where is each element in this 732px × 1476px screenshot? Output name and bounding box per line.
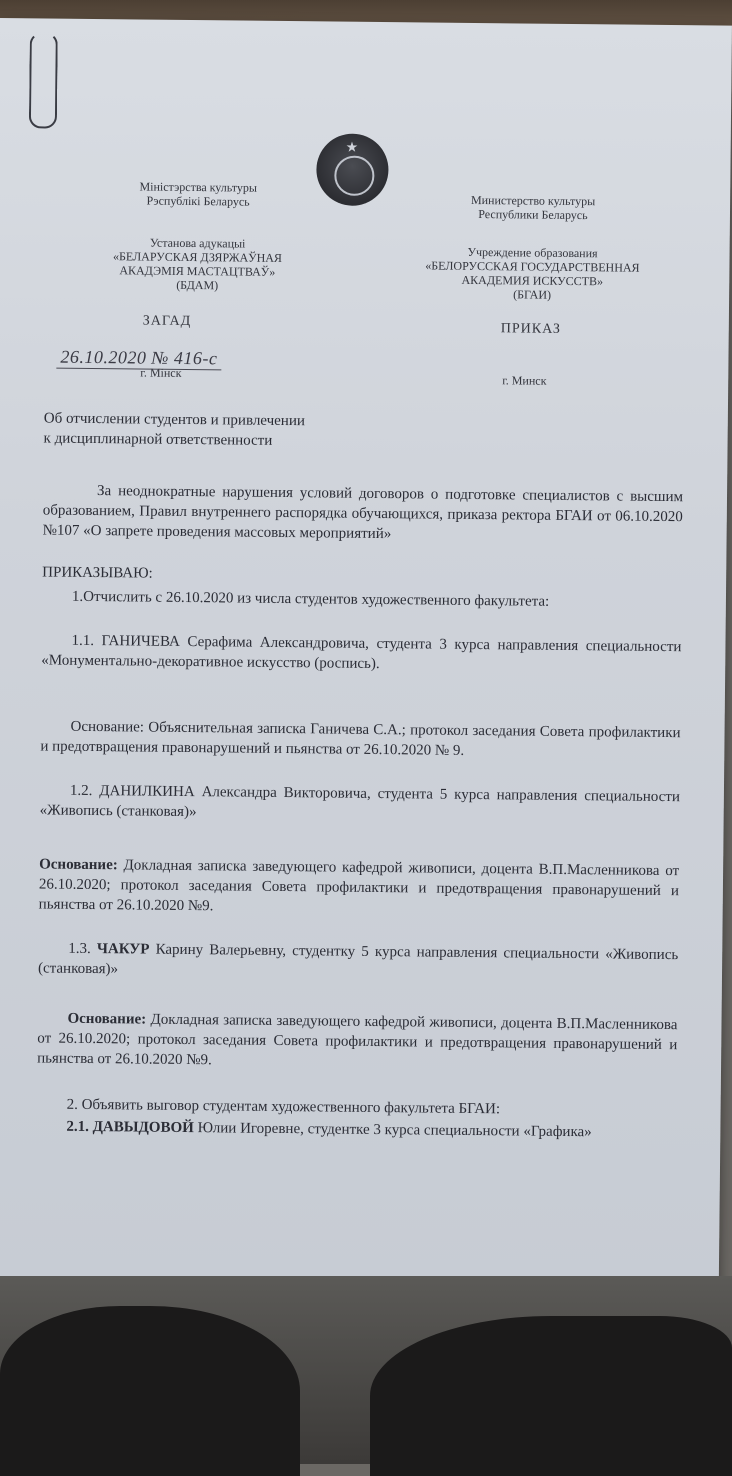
handwritten-date-number: 26.10.2020 № 416-с [56, 347, 221, 371]
preamble-text: За неоднократные нарушения условий договоров о подготовке специалистов с высшим образованием, Правил внутреннего распорядка обучающихся, приказа ректора БГАИ от 06.10.2020 №107 «О запрете проведения массовых мероприятий» [42, 483, 684, 543]
basis-2-text: Докладная записка заведующего кафедрой живописи, доцента В.П.Масленникова от 26.10.2020; протокол заседания Совета профилактики и предотвращения правонарушений и пьянства от 26.10.2020 №9. [38, 857, 680, 915]
item-2-1-surname: ДАВЫДОВОЙ [92, 1119, 194, 1137]
item-2-1 [36, 1116, 676, 1143]
ministry-by: Міністэрства культуры Рэспублікі Беларусь [139, 179, 258, 209]
item-2-1-number: 2.1. [66, 1118, 89, 1135]
item-1-2-surname: ДАНИЛКИНА [99, 783, 195, 801]
basis-2 [39, 854, 680, 921]
item-1: 1.Отчислить с 26.10.2020 из числа студентов художественного факультета: [71, 588, 550, 610]
belarus-emblem-icon: ★ [316, 133, 389, 206]
dark-object-left [0, 1306, 300, 1476]
basis-3-text: Докладная записка заведующего кафедрой живописи, доцента В.П.Масленникова от 26.10.2020; протокол заседания Совета профилактики и предотвращения правонарушений и пьянства от 26.10.2020 №9. [37, 1011, 678, 1069]
doc-type-by: ЗАГАД [142, 313, 192, 330]
item-1-1-details: Серафима Александровича, студента 3 курса направления специальности «Монументально-декоративное искусство (роспись). [41, 633, 682, 673]
item-1-2 [40, 780, 680, 827]
basis-3 [37, 1008, 678, 1075]
background-surface [0, 1276, 732, 1464]
institution-ru: Учреждение образования «БЕЛОРУССКАЯ ГОСУДАРСТВЕННАЯ АКАДЕМИЯ ИСКУССТВ» (БГАИ) [425, 244, 640, 302]
item-1-3 [38, 938, 678, 985]
order-word: ПРИКАЗЫВАЮ: [42, 564, 153, 582]
item-1-2-number: 1.2. [69, 782, 93, 800]
item-1-1-surname: ГАНИЧЕВА [101, 633, 180, 650]
item-1-3-number: 1.3. [68, 940, 91, 958]
dark-object-right [370, 1316, 732, 1476]
item-1-2-details: Александра Викторовича, студента 5 курса направления специальности «Живопись (станковая)» [39, 784, 680, 821]
document-page [0, 18, 732, 1288]
item-1-3-details: Карину Валерьевну, студентку 5 курса направления специальности «Живопись (станковая)» [37, 941, 679, 978]
item-1-3-surname: ЧАКУР [96, 941, 150, 958]
city-by: г. Мінск [140, 365, 182, 380]
item-1-1-number: 1.1. [71, 632, 95, 650]
item-1-1 [41, 630, 681, 677]
ministry-ru: Министерство культуры Республики Беларусь [470, 192, 596, 223]
basis-1-label: Основание: [70, 718, 145, 736]
basis-1 [40, 716, 680, 763]
city-ru: г. Минск [502, 373, 547, 388]
institution-by: Установа адукацыі «БЕЛАРУСКАЯ ДЗЯРЖАЎНАЯ АКАДЭМІЯ МАСТАЦТВАЎ» (БДАМ) [112, 235, 283, 293]
basis-2-label: Основание: [39, 856, 118, 874]
basis-3-label: Основание: [67, 1010, 147, 1028]
item-2: 2. Объявить выговор студентам художественного факультета БГАИ: [66, 1096, 501, 1118]
doc-type-ru: ПРИКАЗ [500, 321, 561, 337]
paper-clip-icon [29, 32, 58, 128]
document-subject: Об отчислении студентов и привлечении к дисциплинарной ответственности [43, 410, 306, 449]
item-2-1-details: Юлии Игоревне, студентке 3 курса специальности «Графика» [197, 1120, 592, 1141]
basis-1-text: Объяснительная записка Ганичева С.А.; протокол заседания Совета профилактики и предотвращения правонарушений и пьянства от 26.10.2020 № 9. [40, 719, 681, 759]
